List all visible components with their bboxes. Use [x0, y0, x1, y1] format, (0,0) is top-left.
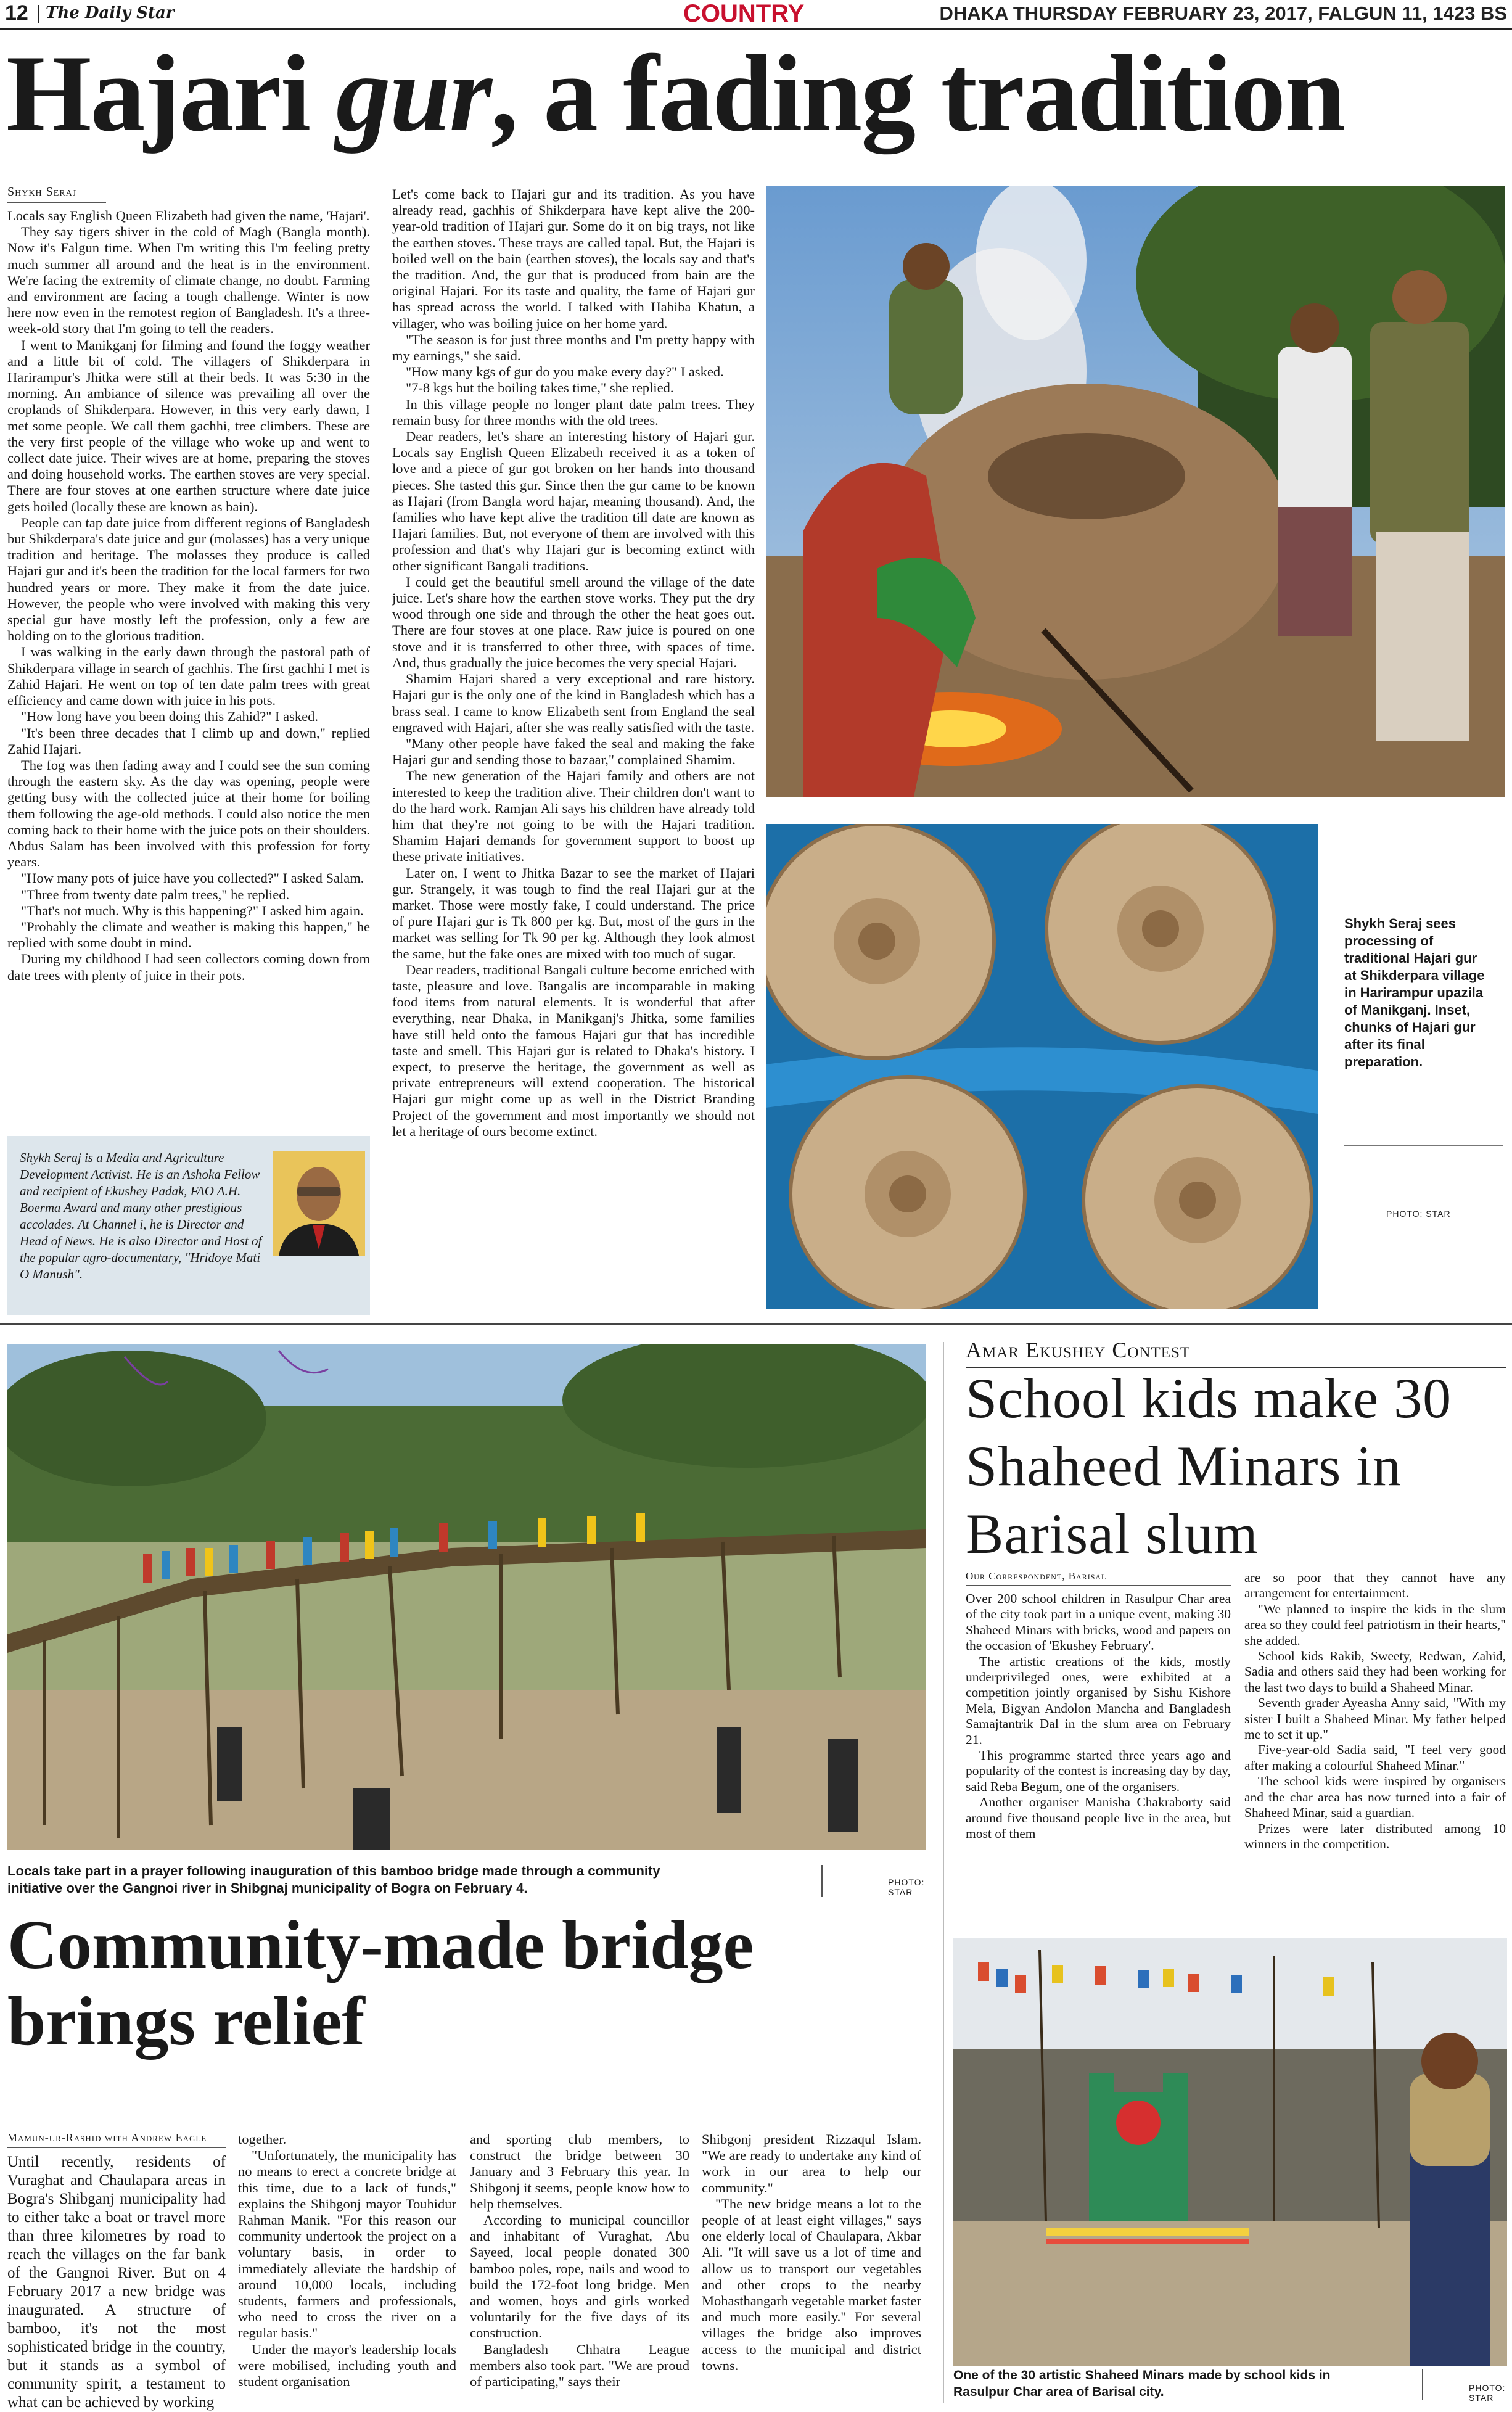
article-paragraph: Seventh grader Ayeasha Anny said, "With my sister I built a Shaheed Minar. My father helped me to set it up." [1244, 1695, 1506, 1742]
article-paragraph: Another organiser Manisha Chakraborty said around five thousand people live in the area, but most of them [966, 1795, 1231, 1842]
article-paragraph: School kids Rakib, Sweety, Redwan, Zahid, Sadia and others said they had been working for the last two days to build a Shaheed Minar. [1244, 1648, 1506, 1695]
headline-shaheed-minars: School kids make 30 Shaheed Minars in Barisal slum [966, 1367, 1452, 1565]
story1-col2 [392, 186, 755, 1140]
article-paragraph: Locals say English Queen Elizabeth had given the name, 'Hajari'. [7, 208, 370, 223]
article-paragraph: are so poor that they cannot have any arrangement for entertainment. [1244, 1570, 1506, 1601]
page-number: 12 [5, 1, 28, 25]
article-paragraph: "Many other people have faked the seal and making the fake Hajari gur and sending those to bazaar," complained Shamim. [392, 735, 755, 768]
article-paragraph: The new generation of the Hajari family and others are not interested to keep the tradition alive. Their children don't want to do the hard work. Ramjan Ali says his children have already told him that they're not going to be with the Hajari tradition. Shamim Hajari demands for government support to boost up these private initiatives. [392, 768, 755, 865]
column-rule [943, 1342, 944, 2403]
article-paragraph: "7-8 kgs but the boiling takes time," she replied. [406, 380, 674, 396]
article-paragraph: Bangladesh Chhatra League members also took part. "We are proud of participating," says their [470, 2341, 689, 2390]
article-paragraph: "The season is for just three months and I'm pretty happy with my earnings," she said. [392, 331, 755, 364]
photo-caption-hajari: Shykh Seraj sees processing of traditional Hajari gur at Shikderpara village in Harirampur upazila of Manikganj. Inset, chunks of Hajari gur after its final preparation. [1344, 916, 1485, 1069]
article-paragraph: "How many pots of juice have you collected?" I asked Salam. [21, 870, 364, 886]
bridge-body-col3 [470, 2131, 689, 2390]
caption-rule [1344, 1145, 1503, 1146]
article-paragraph: In this village people no longer plant date palm trees. They remain busy for three months with the old trees. [392, 396, 755, 428]
article-paragraph: Five-year-old Sadia said, "I feel very good after making a colourful Shaheed Minar." [1244, 1742, 1506, 1773]
article-paragraph: "The new bridge means a lot to the people of at least eight villages," says one elderly local of Chaulapara, Akbar Ali. "It will save us a lot of time and allow us to transport our vegetables and other crops to the nearby Mohasthangarh vegetable market faster and much more easily." For several villages the bridge also improves access to the municipal and district towns. [702, 2196, 921, 2373]
article-paragraph: Prizes were later distributed among 10 winners in the competition. [1244, 1821, 1506, 1851]
article-paragraph: They say tigers shiver in the cold of Magh (Bangla month). Now it's Falgun time. When I'm writing this I'm feeling pretty much summer all around and the heat is in the environment. We're facing the extremity of climate change, no doubt. Farming and environment are facing a tough challenge. Winter is now here now even in the remotest region of Bangladesh. It's a three-week-old story that I'm going to tell the readers. [7, 224, 370, 337]
article-paragraph: I could get the beautiful smell around the village of the date juice. Let's share how the earthen stove works. They put the dry wood through one side and through the other the heat goes out. There are four stoves at one place. Raw juice is poured on one stove and it is transferred to other three, with spaces of time. And, thus gradually the juice becomes the very special Hajari. [392, 574, 755, 670]
article-paragraph: together. [238, 2131, 287, 2147]
article-paragraph: Let's come back to Hajari gur and its tradition. As you have already read, gachhis of Shikderpara have kept alive the 200-year-old tradition of Hajari gur. Some do it on big trays, not like the earthen stoves. These trays are called tapal. But, the Hajari is boiled well on the bain (earthen stoves), the locals say and that's the tradition. And, the gur that is produced from bain are the original Hajari. For its taste and quality, the fame of Hajari gur has spread across the world. I talked with Habiba Khatun, a villager, who was boiling juice on her home yard. [392, 186, 755, 331]
bridge-body-col1 [7, 2153, 226, 2412]
article-paragraph: "How many kgs of gur do you make every day?" I asked. [406, 364, 724, 380]
author-portrait [273, 1151, 365, 1256]
article-paragraph: Dear readers, traditional Bangali culture become enriched with taste, pleasure and love. Bangalis are incomparable in making food items from natural elements. It is wonderful that after everything, near Dhaka, in Manikganj's Jhitka, some families have still held onto the famous Hajari gur that has incredible taste and smell. This Hajari gur is related to Dhaka's history. I expect, to preserve the heritage, the government as well as private entrepreneurs will extend cooperation. The historical Hajari gur might come up as well in the District Branding Project of the government and most importantly we should not let a heritage of ours become extinct. [392, 961, 755, 1139]
photo-credit-hajari: PHOTO: STAR [1386, 1209, 1451, 1219]
article-paragraph: The fog was then fading away and I could see the sun coming through the eastern sky. As the day was opening, people were getting busy with the collected juice at their home for boiling them following the age-old methods. I could also notice the men coming back to their home with the juice pots on their shoulders. Abdus Salam has been involved with this profession for forty years. [7, 757, 370, 870]
article-paragraph: This programme started three years ago and popularity of the contest is increasing day by day, said Reba Begum, one of the organisers. [966, 1748, 1231, 1794]
article-paragraph: Under the mayor's leadership locals were mobilised, including youth and student organisation [238, 2341, 456, 2390]
masthead-logo: The Daily Star [46, 4, 175, 22]
article-paragraph: People can tap date juice from different regions of Bangladesh but Shikderpara's date juice and gur (molasses) has a very unique tradition and heritage. The molasses they produce is called Hajari gur and it's been the tradition for the local farmers for two hundred years or more. They make it from the date juice. However, the people who were involved with making this very special gur have mostly left the profession, only a few are holding on to the glorious tradition. [7, 514, 370, 644]
header-divider [38, 5, 39, 23]
headline-community-bridge: Community-made bridge brings relief [7, 1907, 754, 2060]
byline-minars: Our Correspondent, Barisal [966, 1570, 1231, 1586]
article-paragraph: "We planned to inspire the kids in the slum area so they could feel patriotism in their hearts," she added. [1244, 1601, 1506, 1648]
headline-part1: Hajari [6, 32, 336, 154]
bridge-body-col4 [702, 2131, 921, 2374]
headline-part2: , a fading tradition [490, 32, 1345, 154]
bridge-body-col2 [238, 2131, 456, 2390]
article-paragraph: The artistic creations of the kids, mostly underprivileged ones, were exhibited at a competition jointly organised by Sishu Kishore Mela, Bigyan Andolon Mancha and Bangladesh Samajtantrik Dal in the slum area on February 21. [966, 1653, 1231, 1747]
headline-hajari-gur [6, 32, 1345, 154]
article-paragraph: "Probably the climate and weather is making this happen," he replied with some doubt in mind. [7, 918, 370, 951]
author-bio: Shykh Seraj is a Media and Agriculture Development Activist. He is an Ashoka Fellow and recipient of Ekushey Padak, FAO A.H. Boerma Award and many other prestigious accolades. At Channel i, he is Director and Head of News. He is also Director and Host of the popular agro-documentary, "Hridoye Mati O Manush". [20, 1150, 262, 1282]
author-bio-box [7, 1136, 370, 1315]
photo-credit-minar: PHOTO: STAR [1469, 2383, 1506, 2403]
article-paragraph: Shibgonj president Rizzaqul Islam. "We are ready to undertake any kind of work in our area to help our community." [702, 2131, 921, 2196]
article-paragraph: "That's not much. Why is this happening?" I asked him again. [21, 902, 364, 918]
headline-italic: gur [335, 32, 491, 154]
article-body-col1 [7, 208, 370, 984]
minars-body-col1 [966, 1591, 1231, 1842]
article-paragraph: "How long have you been doing this Zahid?" I asked. [21, 709, 319, 725]
article-paragraph: During my childhood I had seen collectors coming down from date trees with plenty of juice in their pots. [7, 951, 370, 983]
photo-hajari-gur-boiling [766, 186, 1505, 797]
article-paragraph: Later on, I went to Jhitka Bazar to see the market of Hajari gur. Strangely, it was tough to find the real Hajari gur at the market. Those were mostly fake, I could understand. The price of pure Hajari gur is Tk 800 per kg. But, most of the gurs in the market was selling for Tk 90 per kg. Although they look almost the same, but the fake ones are mixed with too much of sugar. [392, 865, 755, 961]
article-paragraph: Shamim Hajari shared a very exceptional and rare history. Hajari gur is the only one of the kind in Bangladesh which has a brass seal. I came to know Elizabeth sent from England the seal engraved with Hajari, after she was really satisfied with the taste. [392, 671, 755, 735]
photo-hajari-gur-chunks [766, 824, 1318, 1309]
article-paragraph: According to municipal councillor and inhabitant of Vuraghat, Abu Sayeed, local people donated 300 bamboo poles, rope, nails and wood to build the 172-foot long bridge. Men and women, boys and girls worked voluntarily for the five days of its construction. [470, 2212, 689, 2341]
article-paragraph: Until recently, residents of Vuraghat and Chaulapara areas in Bogra's Shibganj municipality had to either take a boat or travel more than three kilometres by road to reach the villages on the far bank of the Gangnoi River. But on 4 February 2017 a new bridge was inaugurated. A structure of bamboo, it's not the most sophisticated bridge in the country, but it stands as a symbol of community spirit, a testament to what can be achieved by working [7, 2154, 226, 2411]
photo-credit-bridge: PHOTO: STAR [888, 1877, 925, 1897]
article-body-col2 [392, 186, 755, 1140]
byline: Shykh Seraj [7, 185, 106, 203]
byline-bridge: Mamun-ur-Rashid with Andrew Eagle [7, 2131, 226, 2148]
article-paragraph: The school kids were inspired by organisers and the char area has now turned into a fair of Shaheed Minar, said a guardian. [1244, 1774, 1506, 1821]
article-paragraph: I went to Manikganj for filming and found the foggy weather and a little bit of cold. The villagers of Shikderpara in Harirampur's Jhitka were still at their beds. It was 5:30 in the morning. An ambiance of silence was prevailing all over the croplands of Shikderpara. However, in this very early dawn, I met some people. We call them gachhi, tree climbers. These are the very first people of the village who woke up and went to collect date juice. Their wives are at home, preparing the stoves and doing household works. The earthen stoves are very special. There are four stoves at one earthen structure where date juice gets boiled (locally these are known as bain). [7, 337, 370, 514]
caption-rule-bridge [821, 1865, 823, 1897]
page-header [0, 0, 1512, 30]
article-paragraph: I was walking in the early dawn through the pastoral path of Shikderpara village in search of gachhis. The first gachhi I met is Zahid Hajari. He went on top of ten date palm trees with great efficiency and came down with juice in his pots. [7, 644, 370, 709]
kicker-amar-ekushey: Amar Ekushey Contest [966, 1338, 1191, 1362]
photo-shaheed-minar [953, 1938, 1507, 2366]
photo-bamboo-bridge [7, 1344, 926, 1850]
article-paragraph: "Unfortunately, the municipality has no means to erect a concrete bridge at this time, due to a lack of funds," explains the Shibgonj mayor Touhidur Rahman Manik. "For this reason our community undertook the project on a voluntary basis, in order to immediately alleviate the hardship of around 10,000 locals, including students, farmers and professionals, who need to cross the river on a regular basis." [238, 2147, 456, 2341]
photo-caption-bridge: Locals take part in a prayer following inauguration of this bamboo bridge made through a community initiative over the Gangnoi river in Shibgnaj municipality of Bogra on February 4. [7, 1863, 660, 1896]
caption-rule-minar [1422, 2369, 1423, 2400]
story1-col1 [7, 185, 370, 984]
article-paragraph: "Three from twenty date palm trees," he replied. [21, 886, 290, 902]
article-paragraph: "It's been three decades that I climb up and down," replied Zahid Hajari. [7, 725, 370, 757]
article-paragraph: Over 200 school children in Rasulpur Char area of the city took part in a unique event, making 30 Shaheed Minars with bricks, wood and papers on the occasion of 'Ekushey February'. [966, 1591, 1231, 1653]
section-label: COUNTRY [683, 0, 805, 27]
article-paragraph: Dear readers, let's share an interesting history of Hajari gur. Locals say English Queen Elizabeth received it as a token of love and a piece of gur got broken on her hands into thousand pieces. She tasted this gur. Since then the gur came to be known as Hajari (from Bangla word hajar, meaning thousand). And, the families who have kept alive the tradition till date are known as Hajari families. But, not everyone of them are involved with this profession and that's why Hajari gur is becoming extinct with other significant Bangali traditions. [392, 429, 755, 574]
dateline: DHAKA THURSDAY FEBRUARY 23, 2017, FALGUN 11, 1423 BS [939, 2, 1507, 24]
minars-body-col2 [1244, 1570, 1506, 1852]
story2-col1 [966, 1570, 1231, 1842]
photo-caption-minar: One of the 30 artistic Shaheed Minars made by school kids in Rasulpur Char area of Barisal city. [953, 2368, 1331, 2399]
story3-byline-area [7, 2131, 226, 2412]
section-divider [0, 1323, 1512, 1325]
article-paragraph: and sporting club members, to construct the bridge between 30 January and 3 February this year. In Shibgonj it seems, people know how to help themselves. [470, 2131, 689, 2212]
